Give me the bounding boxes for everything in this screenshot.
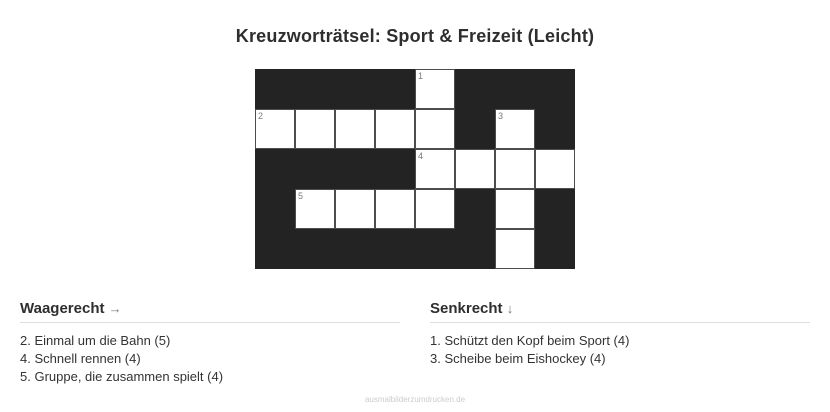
across-clue-item: 2. Einmal um die Bahn (5) [20,333,171,348]
down-heading-label: Senkrecht [430,300,503,317]
crossword-cell-r2c6[interactable] [495,149,535,189]
crossword-cell-r4c6[interactable] [495,229,535,269]
crossword-cell-r3c3[interactable] [375,189,415,229]
crossword-cell-r1c4[interactable] [415,109,455,149]
cell-number: 1 [418,71,424,81]
across-clue-item: 5. Gruppe, die zusammen spielt (4) [20,369,224,384]
crossword-cell-r2c7[interactable] [535,149,575,189]
across-heading-label: Waagerecht [20,300,105,317]
cell-number: 2 [258,111,264,121]
crossword-cell-r0c4[interactable] [415,69,455,109]
down-clue-item: 3. Scheibe beim Eishockey (4) [430,351,606,366]
down-heading [430,300,810,323]
crossword-cell-r3c1[interactable] [295,189,335,229]
cell-number: 3 [498,111,504,121]
down-clues-section [430,300,810,368]
across-heading [20,300,400,323]
across-clue-item: 4. Schnell rennen (4) [20,351,141,366]
crossword-cell-r3c6[interactable] [495,189,535,229]
crossword-grid [255,69,575,269]
across-clues-section [20,300,400,386]
crossword-cell-r2c4[interactable] [415,149,455,189]
cell-number: 5 [298,191,304,201]
crossword-cell-r1c0[interactable] [255,109,295,149]
crossword-cell-r1c1[interactable] [295,109,335,149]
down-clue-list [430,332,810,368]
down-clue-item: 1. Schützt den Kopf beim Sport (4) [430,333,630,348]
crossword-cell-r1c6[interactable] [495,109,535,149]
page-title: Kreuzworträtsel: Sport & Freizeit (Leicht) [235,26,595,46]
down-arrow-icon: ↓ [506,301,514,316]
crossword-cell-r1c3[interactable] [375,109,415,149]
footer-watermark: ausmalbilderzumdrucken.de [364,395,466,404]
across-clue-list [20,332,400,386]
right-arrow-icon: → [108,301,122,316]
crossword-cell-r2c5[interactable] [455,149,495,189]
crossword-cell-r3c4[interactable] [415,189,455,229]
crossword-cell-r1c2[interactable] [335,109,375,149]
crossword-cell-r3c2[interactable] [335,189,375,229]
cell-number: 4 [418,151,424,161]
